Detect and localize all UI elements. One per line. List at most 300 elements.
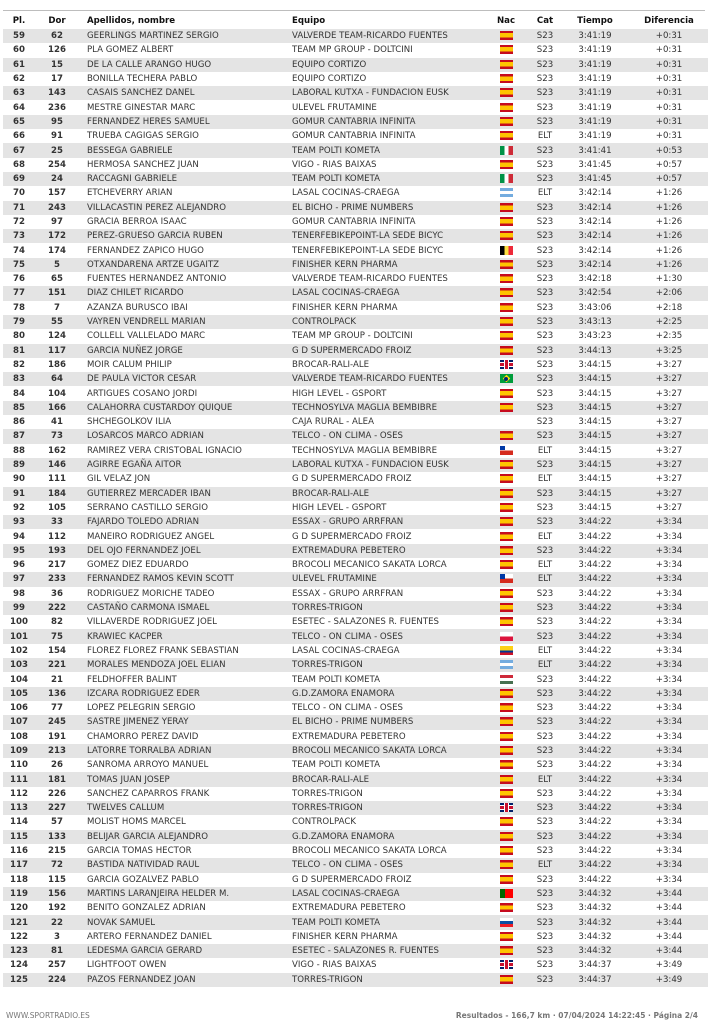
category-cell: S23 [525,458,565,472]
time-cell: 3:44:22 [565,658,625,672]
difference-cell: +3:34 [625,515,708,529]
team-cell: EL BICHO - PRIME NUMBERS [292,715,487,729]
difference-cell: +3:34 [625,629,708,643]
table-row [3,215,708,229]
table-row [3,558,708,572]
table-row [3,301,708,315]
flag-es-icon [500,217,513,226]
table-row [3,801,708,815]
team-cell: EXTREMADURA PEBETERO [292,903,406,914]
time-cell: 3:44:22 [578,846,612,857]
category-cell: S23 [525,744,565,758]
position-cell: 81 [3,344,35,358]
team-cell: EXTREMADURA PEBETERO [292,544,487,558]
time-cell: 3:44:32 [565,915,625,929]
time-cell: 3:44:22 [578,817,612,828]
position-cell: 122 [10,931,28,942]
flag-es-icon [500,789,513,798]
time-cell: 3:42:14 [565,258,625,272]
category-cell: S23 [525,629,565,643]
flag-hu-icon [500,675,513,684]
flag-es-icon [500,860,513,869]
rider-name-cell: CASTAÑO CARMONA ISMAEL [79,601,292,615]
difference-cell: +3:27 [655,502,683,513]
team-cell: TEAM POLTI KOMETA [292,172,487,186]
difference-cell: +0:31 [625,86,708,100]
bib-cell: 184 [35,487,79,501]
difference-cell: +3:34 [625,801,708,815]
difference-cell: +0:57 [625,172,708,186]
position-cell: 78 [13,302,25,313]
team-cell: HIGH LEVEL - GSPORT [292,388,387,399]
nationality-cell [487,344,525,358]
header-position: Pl. [12,15,26,26]
time-cell: 3:43:06 [578,302,612,313]
nationality-cell [487,358,525,372]
difference-cell: +3:44 [625,915,708,929]
table-row [3,658,708,672]
rider-name-cell: VAYREN VENDRELL MARIAN [79,315,292,329]
rider-name-cell: TWELVES CALLUM [79,801,292,815]
team-cell: LABORAL KUTXA - FUNDACION EUSK [292,458,487,472]
difference-cell: +0:53 [625,143,708,157]
difference-cell: +3:34 [655,874,683,885]
bib-cell: 104 [48,388,66,399]
rider-name-cell: VILLAVERDE RODRIGUEZ JOEL [87,617,217,628]
category-cell: S23 [536,874,554,885]
bib-cell: 222 [35,601,79,615]
rider-name-cell: ETCHEVERRY ARIAN [87,188,173,199]
bib-cell: 95 [35,115,79,129]
time-cell: 3:42:54 [565,286,625,300]
nationality-cell [487,201,525,215]
rider-name-cell: TRUEBA CAGIGAS SERGIO [87,131,199,142]
table-row [3,258,708,272]
table-row [3,629,708,643]
category-cell: S23 [525,544,565,558]
position-cell: 108 [10,731,28,742]
bib-cell: 157 [48,188,66,199]
team-cell: FINISHER KERN PHARMA [292,302,398,313]
nationality-cell [487,487,525,501]
difference-cell: +3:27 [625,401,708,415]
team-cell: GOMUR CANTABRIA INFINITA [292,217,416,227]
top-divider [3,10,705,11]
footer-info: Resultados - 166,7 km · 07/04/2024 14:22:45 · Página 2/4 [455,1011,698,1020]
results-table [3,12,708,987]
flag-es-icon [500,474,513,483]
bib-cell: 112 [48,531,66,542]
position-cell: 107 [3,715,35,729]
nationality-cell [487,629,525,643]
position-cell: 77 [3,286,35,300]
difference-cell: +0:31 [655,102,683,113]
position-cell: 110 [10,760,28,771]
rider-name-cell: GOMEZ DIEZ EDUARDO [87,560,189,571]
difference-cell: +3:27 [655,359,683,370]
time-cell: 3:44:22 [565,601,625,615]
category-cell: S23 [525,830,565,844]
difference-cell: +0:57 [655,159,683,170]
bib-cell: 77 [51,703,63,714]
position-cell: 60 [13,45,25,56]
rider-name-cell: CHAMORRO PEREZ DAVID [87,731,199,742]
position-cell: 71 [3,201,35,215]
rider-name-cell: AGIRRE EGAÑA AITOR [79,458,292,472]
table-row [3,186,708,200]
position-cell: 97 [3,572,35,586]
team-cell: G D SUPERMERCADO FROIZ [292,531,412,542]
difference-cell: +0:31 [625,29,708,43]
difference-cell: +3:34 [625,830,708,844]
flag-es-icon [500,589,513,598]
time-cell: 3:44:22 [565,515,625,529]
flag-es-icon [500,546,513,555]
team-cell: ESETEC - SALAZONES R. FUENTES [292,617,439,628]
nationality-cell [487,100,525,114]
category-cell: S23 [525,29,565,43]
bib-cell: 193 [35,544,79,558]
position-cell: 75 [3,258,35,272]
team-cell: TORRES-TRIGON [292,788,363,799]
table-row [3,615,708,629]
position-cell: 103 [3,658,35,672]
time-cell: 3:41:19 [578,45,612,56]
time-cell: 3:42:14 [565,201,625,215]
position-cell: 94 [13,531,25,542]
position-cell: 102 [10,645,28,656]
time-cell: 3:44:15 [565,401,625,415]
category-cell: S23 [525,229,565,243]
rider-name-cell: SERRANO CASTILLO SERGIO [87,502,208,513]
bib-cell: 254 [48,159,66,170]
category-cell: S23 [536,588,554,599]
bib-cell: 172 [35,229,79,243]
team-cell: LASAL COCINAS-CRAEGA [292,286,487,300]
table-row [3,58,708,72]
time-cell: 3:44:22 [578,703,612,714]
nationality-cell [487,644,525,658]
table-row [3,386,708,400]
difference-cell: +3:34 [655,760,683,771]
team-cell: G D SUPERMERCADO FROIZ [292,474,412,485]
time-cell: 3:41:19 [565,29,625,43]
bib-cell: 41 [51,417,63,428]
table-row [3,72,708,86]
position-cell: 105 [3,687,35,701]
bib-cell: 72 [35,858,79,872]
bib-cell: 191 [48,731,66,742]
nationality-cell [487,815,525,829]
flag-pl-icon [500,632,513,641]
time-cell: 3:41:19 [565,58,625,72]
position-cell: 59 [3,29,35,43]
team-cell: G D SUPERMERCADO FROIZ [292,874,412,885]
rider-name-cell: PEREZ-GRUESO GARCIA RUBEN [79,229,292,243]
category-cell: S23 [536,302,554,313]
flag-es-icon [500,160,513,169]
rider-name-cell: GEERLINGS MARTINEZ SERGIO [79,29,292,43]
position-cell: 95 [3,544,35,558]
nationality-cell [487,401,525,415]
flag-es-icon [500,45,513,54]
table-row [3,372,708,386]
team-cell: BROCAR-RALI-ALE [292,359,370,370]
bib-cell: 156 [35,887,79,901]
difference-cell: +3:27 [655,417,683,428]
time-cell: 3:43:23 [578,331,612,342]
flag-es-icon [500,288,513,297]
table-row [3,272,708,286]
position-cell: 125 [3,973,35,987]
nationality-cell [487,544,525,558]
time-cell: 3:41:41 [565,143,625,157]
flag-es-icon [500,31,513,40]
bib-cell: 236 [48,102,66,113]
category-cell: ELT [537,531,553,542]
flag-es-icon [500,517,513,526]
rider-name-cell: FAJARDO TOLEDO ADRIAN [79,515,292,529]
flag-ar-icon [500,188,513,197]
category-cell: ELT [537,645,553,656]
flag-es-icon [500,932,513,941]
nationality-cell [487,472,525,486]
time-cell: 3:44:22 [578,674,612,685]
flag-sk-icon [500,918,513,927]
nationality-cell [487,658,525,672]
position-cell: 67 [3,143,35,157]
rider-name-cell: MANEIRO RODRIGUEZ ANGEL [87,531,215,542]
rider-name-cell: FERNANDEZ ZAPICO HUGO [87,245,204,256]
difference-cell: +3:34 [655,645,683,656]
bib-cell: 146 [35,458,79,472]
nationality-cell [487,958,525,972]
bib-cell: 82 [51,617,63,628]
table-row [3,687,708,701]
table-row [3,86,708,100]
position-cell: 66 [13,131,25,142]
team-cell: TEAM MP GROUP - DOLTCINI [292,45,413,56]
rider-name-cell: FERNANDEZ HERES SAMUEL [79,115,292,129]
flag-es-icon [500,60,513,69]
rider-name-cell: GARCIA NUÑEZ JORGE [79,344,292,358]
bib-cell: 17 [51,74,63,85]
category-cell: S23 [525,172,565,186]
bib-cell: 136 [35,687,79,701]
category-cell: ELT [537,560,553,571]
category-cell: S23 [536,788,554,799]
table-row [3,758,708,772]
nationality-cell [487,72,525,86]
time-cell: 3:44:15 [578,359,612,370]
difference-cell: +3:44 [655,903,683,914]
rider-name-cell: MESTRE GINESTAR MARC [87,102,196,113]
team-cell: BROCOLI MECANICO SAKATA LORCA [292,744,487,758]
bib-cell: 33 [35,515,79,529]
rider-name-cell: IZCARA RODRIGUEZ EDER [79,687,292,701]
flag-pt-icon [500,889,513,898]
bib-cell: 215 [48,846,66,857]
nationality-cell [487,901,525,915]
team-cell: G.D.ZAMORA ENAMORA [292,687,487,701]
nationality-cell [487,601,525,615]
time-cell: 3:41:45 [565,172,625,186]
flag-es-icon [500,117,513,126]
nationality-cell [487,515,525,529]
difference-cell: +1:26 [625,201,708,215]
time-cell: 3:43:13 [565,315,625,329]
category-cell: S23 [525,801,565,815]
flag-es-icon [500,875,513,884]
time-cell: 3:44:22 [565,715,625,729]
time-cell: 3:44:22 [565,544,625,558]
bib-cell: 245 [35,715,79,729]
bib-cell: 24 [35,172,79,186]
flag-es-icon [500,403,513,412]
table-row [3,572,708,586]
flag-es-icon [500,603,513,612]
category-cell: S23 [536,931,554,942]
position-cell: 98 [13,588,25,599]
bib-cell: 257 [48,960,66,971]
category-cell: S23 [525,973,565,987]
rider-name-cell: PAZOS FERNANDEZ JOAN [79,973,292,987]
rider-name-cell: OTXANDARENA ARTZE UGAITZ [79,258,292,272]
difference-cell: +3:34 [655,588,683,599]
rider-name-cell: MOIR CALUM PHILIP [87,359,172,370]
bib-cell: 15 [35,58,79,72]
nationality-cell [487,58,525,72]
team-cell: BROCAR-RALI-ALE [292,772,487,786]
table-row [3,672,708,686]
category-cell: S23 [536,817,554,828]
rider-name-cell: MORALES MENDOZA JOEL ELIAN [79,658,292,672]
time-cell: 3:42:14 [578,217,612,227]
time-cell: 3:44:22 [565,572,625,586]
team-cell: EQUIPO CORTIZO [292,58,487,72]
time-cell: 3:44:15 [565,372,625,386]
position-cell: 85 [3,401,35,415]
rider-name-cell: GIL VELAZ JON [87,474,151,485]
nationality-cell [487,243,525,257]
table-row [3,115,708,129]
time-cell: 3:44:15 [578,474,612,485]
rider-name-cell: LOPEZ PELEGRIN SERGIO [87,703,196,714]
team-cell: CONTROLPACK [292,817,356,828]
difference-cell: +3:34 [625,572,708,586]
flag-cl-icon [500,446,513,455]
difference-cell: +2:18 [655,302,683,313]
time-cell: 3:44:15 [565,429,625,443]
difference-cell: +3:34 [625,715,708,729]
difference-cell: +3:34 [655,788,683,799]
difference-cell: +3:27 [625,429,708,443]
header-difference: Diferencia [644,15,694,26]
bib-cell: 26 [51,760,63,771]
rider-name-cell: DE PAULA VICTOR CESAR [79,372,292,386]
difference-cell: +3:34 [655,846,683,857]
team-cell: ULEVEL FRUTAMINE [292,102,377,113]
category-cell: S23 [525,515,565,529]
position-cell: 101 [3,629,35,643]
time-cell: 3:44:22 [578,560,612,571]
bib-cell: 105 [48,502,66,513]
table-row [3,930,708,944]
position-cell: 106 [10,703,28,714]
bib-cell: 243 [35,201,79,215]
difference-cell: +3:34 [625,687,708,701]
position-cell: 96 [13,560,25,571]
flag-es-icon [500,775,513,784]
bib-cell: 151 [35,286,79,300]
difference-cell: +0:31 [655,131,683,142]
category-cell: S23 [536,703,554,714]
time-cell: 3:44:13 [565,344,625,358]
bib-cell: 64 [35,372,79,386]
team-cell: TENERFEBIKEPOINT-LA SEDE BICYC [292,245,444,256]
bib-cell: 55 [35,315,79,329]
time-cell: 3:41:19 [565,86,625,100]
difference-cell: +1:26 [625,258,708,272]
table-row [3,544,708,558]
nationality-cell [487,258,525,272]
team-cell: VIGO - RIAS BAIXAS [292,159,377,170]
nationality-cell [487,286,525,300]
category-cell: S23 [525,315,565,329]
nationality-cell [487,672,525,686]
difference-cell: +0:31 [655,45,683,56]
rider-name-cell: PLA GOMEZ ALBERT [87,45,174,56]
bib-cell: 111 [48,474,66,485]
flag-es-icon [500,503,513,512]
bib-cell: 126 [48,45,66,56]
bib-cell: 91 [51,131,63,142]
rider-name-cell: VILLACASTIN PEREZ ALEJANDRO [79,201,292,215]
category-cell: S23 [536,674,554,685]
position-cell: 111 [3,772,35,786]
category-cell: ELT [537,474,553,485]
bib-cell: 81 [35,944,79,958]
time-cell: 3:41:45 [578,159,612,170]
table-row [3,286,708,300]
team-cell: BROCOLI MECANICO SAKATA LORCA [292,846,447,857]
position-cell: 83 [3,372,35,386]
bib-cell: 124 [48,331,66,342]
difference-cell: +0:31 [625,58,708,72]
team-cell: FINISHER KERN PHARMA [292,258,487,272]
category-cell: S23 [525,86,565,100]
difference-cell: +0:31 [625,115,708,129]
nationality-cell [487,572,525,586]
table-row [3,644,708,658]
table-row [3,487,708,501]
category-cell: S23 [525,915,565,929]
time-cell: 3:41:19 [565,115,625,129]
position-cell: 61 [3,58,35,72]
position-cell: 84 [13,388,25,399]
position-cell: 68 [13,159,25,170]
time-cell: 3:44:32 [578,903,612,914]
rider-name-cell: TOMAS JUAN JOSEP [79,772,292,786]
rider-name-cell: GARCIA GOZALVEZ PABLO [87,874,199,885]
flag-es-icon [500,460,513,469]
team-cell: VALVERDE TEAM-RICARDO FUENTES [292,372,487,386]
time-cell: 3:44:22 [578,588,612,599]
rider-name-cell: MOLIST HOMS MARCEL [87,817,186,828]
table-row [3,472,708,486]
bib-cell: 65 [51,274,63,285]
position-cell: 65 [3,115,35,129]
